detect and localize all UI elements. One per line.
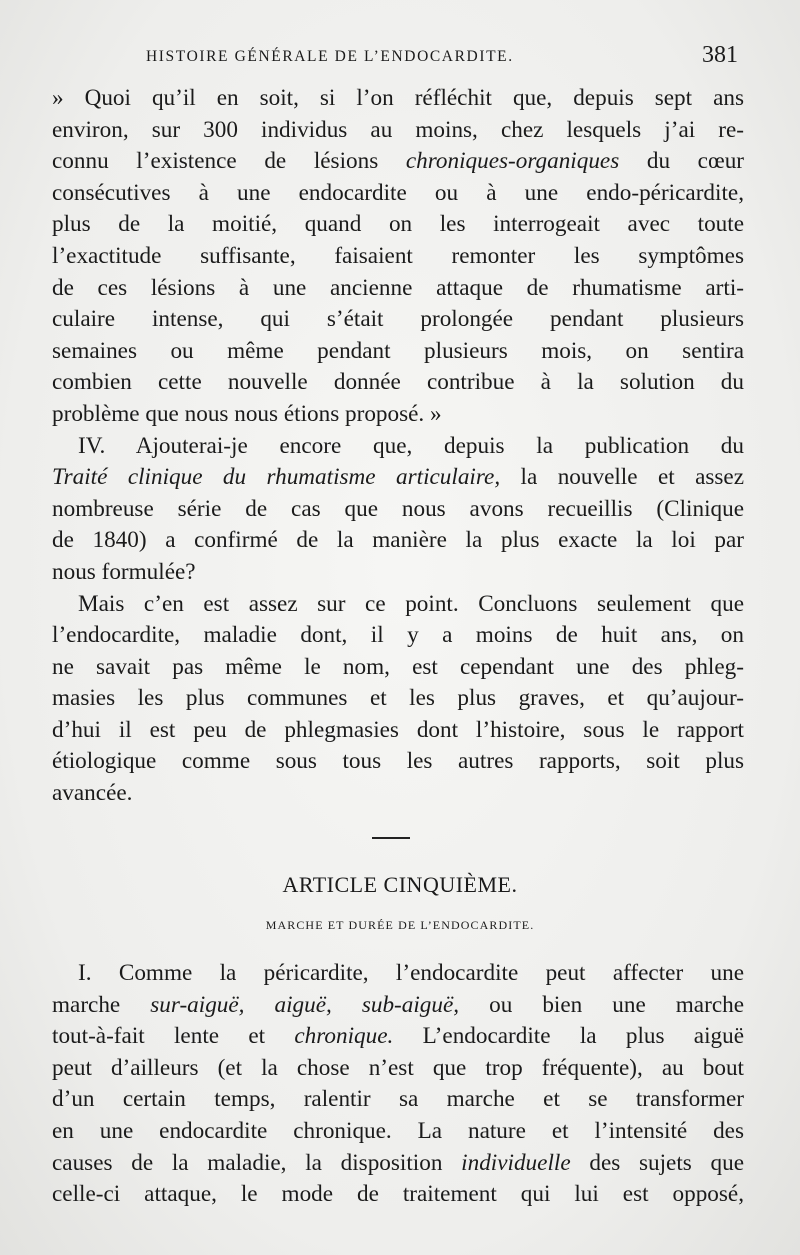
- text-line: celle-ci attaque, le mode de traitement qui lui est opposé,: [52, 1181, 744, 1208]
- text-line: environ, sur 300 individus au moins, chez lesquels j’ai re-: [52, 116, 744, 143]
- text-line: consécutives à une endocardite ou à une endo-péricardite,: [52, 179, 744, 206]
- paragraph-iv: [52, 431, 744, 589]
- text-line: I. Comme la péricardite, l’endocardite peut affecter une: [78, 960, 744, 986]
- page-number: 381: [702, 42, 738, 68]
- text-line: nombreuse série de cas que nous avons recueillis (Clinique: [52, 495, 744, 522]
- text-line: connu l’existence de lésions chroniques-organiques du cœur: [52, 148, 745, 175]
- text-line: IV. Ajouterai-je encore que, depuis la publication du: [78, 432, 744, 459]
- article-heading: ARTICLE CINQUIÈME.: [282, 872, 518, 897]
- text-line: en une endocardite chronique. La nature et l’intensité des: [52, 1117, 744, 1144]
- text-line: Traité clinique du rhumatisme articulaire, la nouvelle et assez: [52, 464, 745, 491]
- text-line: d’un certain temps, ralentir sa marche et se transformer: [52, 1086, 744, 1113]
- text-line: avancée.: [52, 780, 133, 807]
- text-line: plus de la moitié, quand on les interrogeait avec toute: [52, 211, 744, 238]
- paragraph-i: [52, 958, 744, 1211]
- text-line: culaire intense, qui s’était prolongée pendant plusieurs: [52, 306, 744, 333]
- page-header: [52, 42, 744, 76]
- text-line: l’endocardite, maladie dont, il y a moins de huit ans, on: [52, 622, 744, 649]
- text-line: marche sur-aiguë, aiguë, sub-aiguë, ou bien une marche: [52, 991, 744, 1018]
- paragraph-conclusion: [52, 589, 744, 810]
- text-line: semaines ou même pendant plusieurs mois, on sentira: [52, 337, 744, 364]
- text-line: l’exactitude suffisante, faisaient remonter les symptômes: [52, 242, 744, 269]
- text-line: de ces lésions à une ancienne attaque de rhumatisme arti-: [52, 274, 744, 301]
- text-line: ne savait pas même le nom, est cependant une des phleg-: [52, 653, 744, 680]
- body-text-upper: [52, 83, 744, 810]
- body-text-lower: [52, 958, 744, 1211]
- text-line: peut d’ailleurs (et la chose n’est que trop fréquente), au bout: [52, 1054, 744, 1081]
- section-divider: [372, 837, 410, 839]
- paragraph-quote: [52, 83, 744, 431]
- text-line: de 1840) a confirmé de la manière la plus exacte la loi par: [52, 527, 744, 554]
- text-line: d’hui il est peu de phlegmasies dont l’histoire, sous le rapport: [52, 716, 744, 743]
- text-line: Mais c’en est assez sur ce point. Concluons seulement que: [78, 590, 744, 617]
- text-line: problème que nous nous étions proposé. »: [52, 400, 442, 427]
- text-line: tout-à-fait lente et chronique. L’endocardite la plus aiguë: [52, 1023, 745, 1050]
- article-subheading: MARCHE ET DURÉE DE L’ENDOCARDITE.: [265, 918, 535, 932]
- text-line: » Quoi qu’il en soit, si l’on réfléchit que, depuis sept ans: [52, 85, 744, 111]
- text-line: combien cette nouvelle donnée contribue à la solution du: [52, 369, 744, 396]
- running-title: HISTOIRE GÉNÉRALE DE L’ENDOCARDITE.: [146, 48, 514, 65]
- text-line: causes de la maladie, la disposition individuelle des sujets que: [52, 1149, 744, 1176]
- text-line: nous formulée?: [52, 558, 196, 585]
- text-line: masies les plus communes et les plus graves, et qu’aujour-: [52, 685, 744, 712]
- text-line: étiologique comme sous tous les autres rapports, soit plus: [52, 748, 744, 775]
